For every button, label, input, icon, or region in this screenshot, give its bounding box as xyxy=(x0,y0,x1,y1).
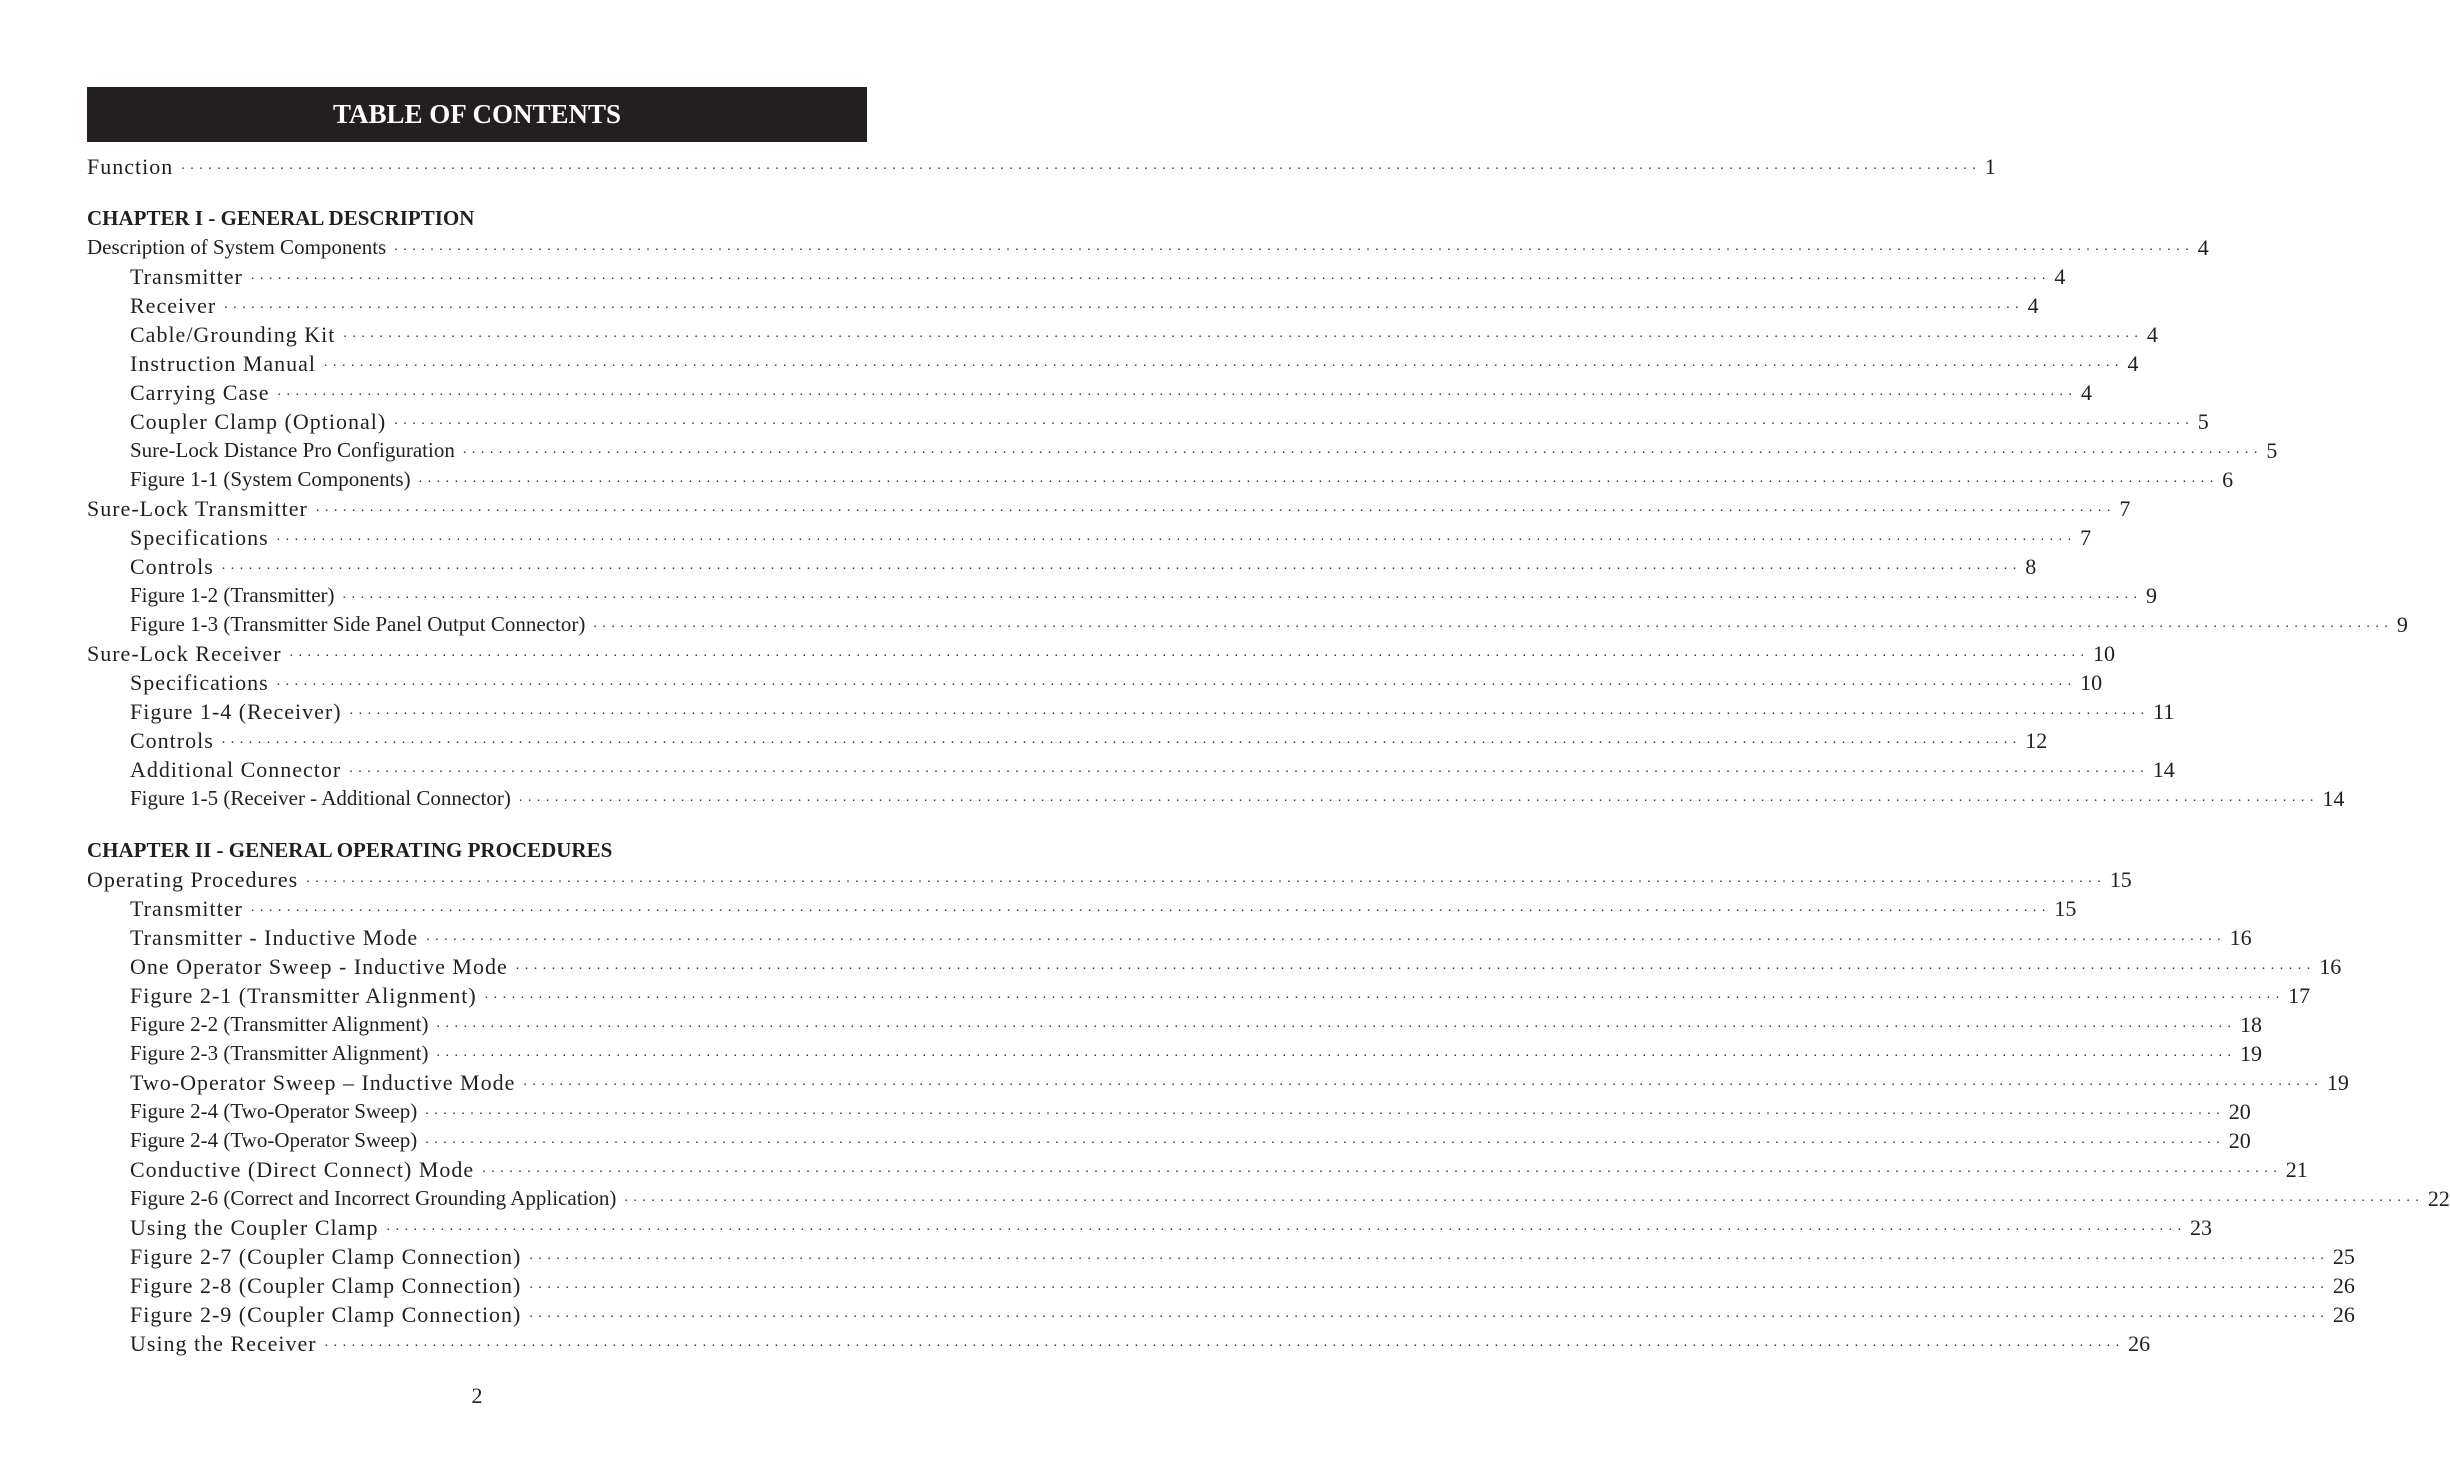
dot-leader: . . . . . . . . . . . . . . . . . . . . . . . . . . . . . . . . . . . . . . . . . . . . . . . . . . . . . . . . . . . . . . . . . . . . . . . . . . . . . . . . . . . . . . . . . . . . . . . . . . . . . . . . . . . . . . . . . . . . . . . . . . . . . . . . . . . . . . . . . . . . . . . . . . . . . . . . . . . . . . . . . . . . . . . . . . . . . . . . . . . . . . . . . . . . . . . . . . . . . . . . xyxy=(529,1306,2325,1321)
toc-entry[interactable] xyxy=(87,865,2132,894)
toc-entry[interactable] xyxy=(87,349,2139,378)
toc-entry-page: 15 xyxy=(2054,896,2077,921)
toc-entry[interactable] xyxy=(87,894,2077,923)
toc-entry-page: 9 xyxy=(2396,612,2408,637)
toc-entry-title: Additional Connector xyxy=(130,757,342,782)
toc-entry-page: 10 xyxy=(2080,670,2103,695)
toc-entry-title: Figure 1-2 (Transmitter) xyxy=(130,583,335,607)
toc-entry-page: 15 xyxy=(2109,867,2132,892)
toc-entry-page: 8 xyxy=(2025,554,2037,579)
toc-entry[interactable] xyxy=(87,1039,2262,1068)
toc-entry-page: 26 xyxy=(2332,1302,2355,1327)
toc-entry-page: 12 xyxy=(2025,728,2048,753)
dot-leader: . . . . . . . . . . . . . . . . . . . . . . . . . . . . . . . . . . . . . . . . . . . . . . . . . . . . . . . . . . . . . . . . . . . . . . . . . . . . . . . . . . . . . . . . . . . . . . . . . . . . . . . . . . . . . . . . . . . . . . . . . . . . . . . . . . . . . . . . . . . . . . . . . . . . . . . . . . . . . . . . . . . . . . . . . . . . . . . . . . . . . . . . . . . . . . . . . . . . . . . . xyxy=(324,1335,2121,1350)
dot-leader: . . . . . . . . . . . . . . . . . . . . . . . . . . . . . . . . . . . . . . . . . . . . . . . . . . . . . . . . . . . . . . . . . . . . . . . . . . . . . . . . . . . . . . . . . . . . . . . . . . . . . . . . . . . . . . . . . . . . . . . . . . . . . . . . . . . . . . . . . . . . . . . . . . . . . . . . . . . . . . . . . . . . . . . . . . . . . . . . . . . . . . . . . . . . . . . . . . . . . . . . xyxy=(276,529,2073,544)
toc-entry[interactable] xyxy=(87,552,2037,581)
toc-entry-page: 19 xyxy=(2239,1041,2262,1066)
toc-entry-page: 1 xyxy=(1984,154,1996,179)
toc-entry-title: One Operator Sweep - Inductive Mode xyxy=(130,954,508,979)
dot-leader: . . . . . . . . . . . . . . . . . . . . . . . . . . . . . . . . . . . . . . . . . . . . . . . . . . . . . . . . . . . . . . . . . . . . . . . . . . . . . . . . . . . . . . . . . . . . . . . . . . . . . . . . . . . . . . . . . . . . . . . . . . . . . . . . . . . . . . . . . . . . . . . . . . . . . . . . . . . . . . . . . . . . . . . . . . . . . . . . . . . . . . . . . . . . . . . . . . . . . . . . xyxy=(289,645,2086,660)
toc-entry-page: 4 xyxy=(2054,264,2066,289)
toc-entry-page: 5 xyxy=(2266,438,2278,463)
toc-entry[interactable] xyxy=(87,784,2345,813)
dot-leader: . . . . . . . . . . . . . . . . . . . . . . . . . . . . . . . . . . . . . . . . . . . . . . . . . . . . . . . . . . . . . . . . . . . . . . . . . . . . . . . . . . . . . . . . . . . . . . . . . . . . . . . . . . . . . . . . . . . . . . . . . . . . . . . . . . . . . . . . . . . . . . . . . . . . . . . . . . . . . . . . . . . . . . . . . . . . . . . . . . . . . . . . . . . . . . . . . . . . . . . . xyxy=(523,1074,2319,1089)
toc-entry-title: Specifications xyxy=(130,525,269,550)
toc-entry-page: 4 xyxy=(2197,235,2209,260)
toc-entry[interactable] xyxy=(87,1271,2355,1300)
toc-entry[interactable] xyxy=(87,581,2158,610)
toc-entry-page: 19 xyxy=(2326,1070,2349,1095)
toc-entry-title: Carrying Case xyxy=(130,380,270,405)
page-number: 2 xyxy=(471,1383,483,1408)
toc-entry-title: Instruction Manual xyxy=(130,351,317,376)
dot-leader: . . . . . . . . . . . . . . . . . . . . . . . . . . . . . . . . . . . . . . . . . . . . . . . . . . . . . . . . . . . . . . . . . . . . . . . . . . . . . . . . . . . . . . . . . . . . . . . . . . . . . . . . . . . . . . . . . . . . . . . . . . . . . . . . . . . . . . . . . . . . . . . . . . . . . . . . . . . . . . . . . . . . . . . . . . . . . . . . . . . . . . . . . . . . . . . . . . . . . . . . xyxy=(593,616,2389,631)
dot-leader: . . . . . . . . . . . . . . . . . . . . . . . . . . . . . . . . . . . . . . . . . . . . . . . . . . . . . . . . . . . . . . . . . . . . . . . . . . . . . . . . . . . . . . . . . . . . . . . . . . . . . . . . . . . . . . . . . . . . . . . . . . . . . . . . . . . . . . . . . . . . . . . . . . . . . . . . . . . . . . . . . . . . . . . . . . . . . . . . . . . . . . . . . . . . . . . . . . . . . . . . xyxy=(315,500,2112,515)
toc-entry[interactable] xyxy=(87,152,1996,181)
toc-entry-page: 7 xyxy=(2080,525,2092,550)
toc-entry-page: 18 xyxy=(2239,1012,2262,1037)
toc-entry-page: 25 xyxy=(2332,1244,2355,1269)
toc-entry[interactable] xyxy=(87,1010,2262,1039)
toc-entry[interactable] xyxy=(87,726,2048,755)
toc-entry[interactable] xyxy=(87,1184,2450,1213)
dot-leader: . . . . . . . . . . . . . . . . . . . . . . . . . . . . . . . . . . . . . . . . . . . . . . . . . . . . . . . . . . . . . . . . . . . . . . . . . . . . . . . . . . . . . . . . . . . . . . . . . . . . . . . . . . . . . . . . . . . . . . . . . . . . . . . . . . . . . . . . . . . . . . . . . . . . . . . . . . . . . . . . . . . . . . . . . . . . . . . . . . . . . . . . . . . . . . . . . . . . . . . . xyxy=(342,587,2139,602)
toc-entry-title: Function xyxy=(87,154,174,179)
dot-leader: . . . . . . . . . . . . . . . . . . . . . . . . . . . . . . . . . . . . . . . . . . . . . . . . . . . . . . . . . . . . . . . . . . . . . . . . . . . . . . . . . . . . . . . . . . . . . . . . . . . . . . . . . . . . . . . . . . . . . . . . . . . . . . . . . . . . . . . . . . . . . . . . . . . . . . . . . . . . . . . . . . . . . . . . . . . . . . . . . . . . . . . . . . . . . . . . . . . . . . . . xyxy=(425,1132,2221,1147)
toc-entry-page: 4 xyxy=(2146,322,2158,347)
dot-leader: . . . . . . . . . . . . . . . . . . . . . . . . . . . . . . . . . . . . . . . . . . . . . . . . . . . . . . . . . . . . . . . . . . . . . . . . . . . . . . . . . . . . . . . . . . . . . . . . . . . . . . . . . . . . . . . . . . . . . . . . . . . . . . . . . . . . . . . . . . . . . . . . . . . . . . . . . . . . . . . . . . . . . . . . . . . . . . . . . . . . . . . . . . . . . . . . . . . . . . . . xyxy=(529,1277,2325,1292)
toc-entry-title: Coupler Clamp (Optional) xyxy=(130,409,387,434)
toc-entry-title: Specifications xyxy=(130,670,269,695)
toc-entry-title: Figure 1-3 (Transmitter Side Panel Output Connector) xyxy=(130,612,586,636)
section-spacer xyxy=(87,813,867,836)
toc-entry-title: Sure-Lock Distance Pro Configuration xyxy=(130,438,455,462)
toc-entry-title: Transmitter xyxy=(130,896,243,921)
toc-entry-title: Cable/Grounding Kit xyxy=(130,322,336,347)
toc-entry-title: Figure 2-4 (Two-Operator Sweep) xyxy=(130,1099,418,1123)
dot-leader: . . . . . . . . . . . . . . . . . . . . . . . . . . . . . . . . . . . . . . . . . . . . . . . . . . . . . . . . . . . . . . . . . . . . . . . . . . . . . . . . . . . . . . . . . . . . . . . . . . . . . . . . . . . . . . . . . . . . . . . . . . . . . . . . . . . . . . . . . . . . . . . . . . . . . . . . . . . . . . . . . . . . . . . . . . . . . . . . . . . . . . . . . . . . . . . . . . . . . . . . xyxy=(425,1103,2221,1118)
toc-entry-title: Sure-Lock Transmitter xyxy=(87,496,308,521)
toc-entry-title: Figure 2-3 (Transmitter Alignment) xyxy=(130,1041,429,1065)
dot-leader: . . . . . . . . . . . . . . . . . . . . . . . . . . . . . . . . . . . . . . . . . . . . . . . . . . . . . . . . . . . . . . . . . . . . . . . . . . . . . . . . . . . . . . . . . . . . . . . . . . . . . . . . . . . . . . . . . . . . . . . . . . . . . . . . . . . . . . . . . . . . . . . . . . . . . . . . . . . . . . . . . . . . . . . . . . . . . . . . . . . . . . . . . . . . . . . . . . . . . . . . xyxy=(221,732,2018,747)
toc-entry-title: Using the Coupler Clamp xyxy=(130,1215,379,1240)
toc-entry-title: Figure 1-1 (System Components) xyxy=(130,467,411,491)
toc-entry-title: Figure 2-6 (Correct and Incorrect Grounding Application) xyxy=(130,1186,617,1210)
toc-list xyxy=(87,152,2450,1358)
dot-leader: . . . . . . . . . . . . . . . . . . . . . . . . . . . . . . . . . . . . . . . . . . . . . . . . . . . . . . . . . . . . . . . . . . . . . . . . . . . . . . . . . . . . . . . . . . . . . . . . . . . . . . . . . . . . . . . . . . . . . . . . . . . . . . . . . . . . . . . . . . . . . . . . . . . . . . . . . . . . . . . . . . . . . . . . . . . . . . . . . . . . . . . . . . . . . . . . . . . . . . . . xyxy=(349,761,2145,776)
toc-entry[interactable] xyxy=(87,1126,2251,1155)
toc-entry-page: 7 xyxy=(2119,496,2131,521)
toc-entry-title: Description of System Components xyxy=(87,235,387,259)
toc-entry[interactable] xyxy=(87,465,2234,494)
dot-leader: . . . . . . . . . . . . . . . . . . . . . . . . . . . . . . . . . . . . . . . . . . . . . . . . . . . . . . . . . . . . . . . . . . . . . . . . . . . . . . . . . . . . . . . . . . . . . . . . . . . . . . . . . . . . . . . . . . . . . . . . . . . . . . . . . . . . . . . . . . . . . . . . . . . . . . . . . . . . . . . . . . . . . . . . . . . . . . . . . . . . . . . . . . . . . . . . . . . . . . . . xyxy=(436,1016,2232,1031)
toc-entry-title: Figure 1-5 (Receiver - Additional Connector) xyxy=(130,786,511,810)
section-spacer xyxy=(87,181,867,204)
toc-entry-page: 5 xyxy=(2197,409,2209,434)
toc-entry-page: 16 xyxy=(2229,925,2252,950)
toc-entry-page: 21 xyxy=(2285,1157,2308,1182)
toc-entry[interactable] xyxy=(87,697,2175,726)
toc-entry-title: Conductive (Direct Connect) Mode xyxy=(130,1157,475,1182)
dot-leader: . . . . . . . . . . . . . . . . . . . . . . . . . . . . . . . . . . . . . . . . . . . . . . . . . . . . . . . . . . . . . . . . . . . . . . . . . . . . . . . . . . . . . . . . . . . . . . . . . . . . . . . . . . . . . . . . . . . . . . . . . . . . . . . . . . . . . . . . . . . . . . . . . . . . . . . . . . . . . . . . . . . . . . . . . . . . . . . . . . . . . . . . . . . . . . . . . . . . . . . . xyxy=(349,703,2146,718)
toc-entry[interactable] xyxy=(87,320,2158,349)
dot-leader: . . . . . . . . . . . . . . . . . . . . . . . . . . . . . . . . . . . . . . . . . . . . . . . . . . . . . . . . . . . . . . . . . . . . . . . . . . . . . . . . . . . . . . . . . . . . . . . . . . . . . . . . . . . . . . . . . . . . . . . . . . . . . . . . . . . . . . . . . . . . . . . . . . . . . . . . . . . . . . . . . . . . . . . . . . . . . . . . . . . . . . . . . . . . . . . . . . . . . . . . xyxy=(277,384,2073,399)
toc-entry[interactable] xyxy=(87,1300,2355,1329)
toc-entry[interactable] xyxy=(87,1329,2151,1358)
toc-entry-page: 20 xyxy=(2228,1099,2251,1124)
dot-leader: . . . . . . . . . . . . . . . . . . . . . . . . . . . . . . . . . . . . . . . . . . . . . . . . . . . . . . . . . . . . . . . . . . . . . . . . . . . . . . . . . . . . . . . . . . . . . . . . . . . . . . . . . . . . . . . . . . . . . . . . . . . . . . . . . . . . . . . . . . . . . . . . . . . . . . . . . . . . . . . . . . . . . . . . . . . . . . . . . . . . . . . . . . . . . . . . . . . . . . . . xyxy=(462,442,2259,457)
toc-entry-page: 4 xyxy=(2027,293,2039,318)
toc-entry-title: Transmitter xyxy=(130,264,243,289)
toc-entry-title: Figure 2-2 (Transmitter Alignment) xyxy=(130,1012,429,1036)
toc-entry-title: Figure 2-9 (Coupler Clamp Connection) xyxy=(130,1302,522,1327)
toc-entry-page: 6 xyxy=(2222,467,2234,492)
toc-entry-title: Figure 1-4 (Receiver) xyxy=(130,699,342,724)
toc-entry[interactable] xyxy=(87,523,2092,552)
toc-entry-page: 4 xyxy=(2127,351,2139,376)
toc-entry[interactable] xyxy=(87,952,2342,981)
toc-entry-page: 23 xyxy=(2189,1215,2212,1240)
dot-leader: . . . . . . . . . . . . . . . . . . . . . . . . . . . . . . . . . . . . . . . . . . . . . . . . . . . . . . . . . . . . . . . . . . . . . . . . . . . . . . . . . . . . . . . . . . . . . . . . . . . . . . . . . . . . . . . . . . . . . . . . . . . . . . . . . . . . . . . . . . . . . . . . . . . . . . . . . . . . . . . . . . . . . . . . . . . . . . . . . . . . . . . . . . . . . . . . . . . . . . . . xyxy=(482,1161,2278,1176)
toc-entry-title: Receiver xyxy=(130,293,217,318)
dot-leader: . . . . . . . . . . . . . . . . . . . . . . . . . . . . . . . . . . . . . . . . . . . . . . . . . . . . . . . . . . . . . . . . . . . . . . . . . . . . . . . . . . . . . . . . . . . . . . . . . . . . . . . . . . . . . . . . . . . . . . . . . . . . . . . . . . . . . . . . . . . . . . . . . . . . . . . . . . . . . . . . . . . . . . . . . . . . . . . . . . . . . . . . . . . . . . . . . . . . . . . . xyxy=(324,355,2120,370)
toc-entry[interactable] xyxy=(87,378,2092,407)
toc-entry[interactable] xyxy=(87,494,2131,523)
chapter-heading: CHAPTER I - GENERAL DESCRIPTION xyxy=(87,206,475,230)
toc-entry[interactable] xyxy=(87,610,2408,639)
toc-entry-page: 22 xyxy=(2427,1186,2450,1211)
toc-entry-title: Two-Operator Sweep – Inductive Mode xyxy=(130,1070,516,1095)
toc-entry-page: 9 xyxy=(2146,583,2158,608)
toc-entry-title: Controls xyxy=(130,554,214,579)
toc-entry-title: Sure-Lock Receiver xyxy=(87,641,282,666)
page-title: TABLE OF CONTENTS xyxy=(332,99,622,129)
toc-entry[interactable] xyxy=(87,262,2066,291)
dot-leader: . . . . . . . . . . . . . . . . . . . . . . . . . . . . . . . . . . . . . . . . . . . . . . . . . . . . . . . . . . . . . . . . . . . . . . . . . . . . . . . . . . . . . . . . . . . . . . . . . . . . . . . . . . . . . . . . . . . . . . . . . . . . . . . . . . . . . . . . . . . . . . . . . . . . . . . . . . . . . . . . . . . . . . . . . . . . . . . . . . . . . . . . . . . . . . . . . . . . . . . . xyxy=(343,326,2139,341)
toc-entry-title: Figure 2-7 (Coupler Clamp Connection) xyxy=(130,1244,522,1269)
toc-entry[interactable] xyxy=(87,1242,2355,1271)
toc-entry[interactable] xyxy=(87,923,2252,952)
toc-entry-title: Figure 2-8 (Coupler Clamp Connection) xyxy=(130,1273,522,1298)
toc-entry-title: Transmitter - Inductive Mode xyxy=(130,925,419,950)
dot-leader: . . . . . . . . . . . . . . . . . . . . . . . . . . . . . . . . . . . . . . . . . . . . . . . . . . . . . . . . . . . . . . . . . . . . . . . . . . . . . . . . . . . . . . . . . . . . . . . . . . . . . . . . . . . . . . . . . . . . . . . . . . . . . . . . . . . . . . . . . . . . . . . . . . . . . . . . . . . . . . . . . . . . . . . . . . . . . . . . . . . . . . . . . . . . . . . . . . . . . . . . xyxy=(181,158,1977,173)
dot-leader: . . . . . . . . . . . . . . . . . . . . . . . . . . . . . . . . . . . . . . . . . . . . . . . . . . . . . . . . . . . . . . . . . . . . . . . . . . . . . . . . . . . . . . . . . . . . . . . . . . . . . . . . . . . . . . . . . . . . . . . . . . . . . . . . . . . . . . . . . . . . . . . . . . . . . . . . . . . . . . . . . . . . . . . . . . . . . . . . . . . . . . . . . . . . . . . . . . . . . . . . xyxy=(529,1248,2325,1263)
toc-entry[interactable] xyxy=(87,291,2039,320)
toc-entry[interactable] xyxy=(87,1068,2349,1097)
toc-entry[interactable] xyxy=(87,233,2209,262)
dot-leader: . . . . . . . . . . . . . . . . . . . . . . . . . . . . . . . . . . . . . . . . . . . . . . . . . . . . . . . . . . . . . . . . . . . . . . . . . . . . . . . . . . . . . . . . . . . . . . . . . . . . . . . . . . . . . . . . . . . . . . . . . . . . . . . . . . . . . . . . . . . . . . . . . . . . . . . . . . . . . . . . . . . . . . . . . . . . . . . . . . . . . . . . . . . . . . . . . . . . . . . . xyxy=(394,413,2190,428)
toc-entry-page: 14 xyxy=(2152,757,2175,782)
toc-entry-title: Figure 2-1 (Transmitter Alignment) xyxy=(130,983,477,1008)
toc-title-banner xyxy=(87,87,867,142)
dot-leader: . . . . . . . . . . . . . . . . . . . . . . . . . . . . . . . . . . . . . . . . . . . . . . . . . . . . . . . . . . . . . . . . . . . . . . . . . . . . . . . . . . . . . . . . . . . . . . . . . . . . . . . . . . . . . . . . . . . . . . . . . . . . . . . . . . . . . . . . . . . . . . . . . . . . . . . . . . . . . . . . . . . . . . . . . . . . . . . . . . . . . . . . . . . . . . . . . . . . . . . . xyxy=(436,1045,2232,1060)
dot-leader: . . . . . . . . . . . . . . . . . . . . . . . . . . . . . . . . . . . . . . . . . . . . . . . . . . . . . . . . . . . . . . . . . . . . . . . . . . . . . . . . . . . . . . . . . . . . . . . . . . . . . . . . . . . . . . . . . . . . . . . . . . . . . . . . . . . . . . . . . . . . . . . . . . . . . . . . . . . . . . . . . . . . . . . . . . . . . . . . . . . . . . . . . . . . . . . . . . . . . . . . xyxy=(250,268,2047,283)
toc-entry[interactable] xyxy=(87,668,2103,697)
toc-entry-page: 17 xyxy=(2288,983,2311,1008)
dot-leader: . . . . . . . . . . . . . . . . . . . . . . . . . . . . . . . . . . . . . . . . . . . . . . . . . . . . . . . . . . . . . . . . . . . . . . . . . . . . . . . . . . . . . . . . . . . . . . . . . . . . . . . . . . . . . . . . . . . . . . . . . . . . . . . . . . . . . . . . . . . . . . . . . . . . . . . . . . . . . . . . . . . . . . . . . . . . . . . . . . . . . . . . . . . . . . . . . . . . . . . . xyxy=(276,674,2073,689)
dot-leader: . . . . . . . . . . . . . . . . . . . . . . . . . . . . . . . . . . . . . . . . . . . . . . . . . . . . . . . . . . . . . . . . . . . . . . . . . . . . . . . . . . . . . . . . . . . . . . . . . . . . . . . . . . . . . . . . . . . . . . . . . . . . . . . . . . . . . . . . . . . . . . . . . . . . . . . . . . . . . . . . . . . . . . . . . . . . . . . . . . . . . . . . . . . . . . . . . . . . . . . . xyxy=(394,239,2190,254)
dot-leader: . . . . . . . . . . . . . . . . . . . . . . . . . . . . . . . . . . . . . . . . . . . . . . . . . . . . . . . . . . . . . . . . . . . . . . . . . . . . . . . . . . . . . . . . . . . . . . . . . . . . . . . . . . . . . . . . . . . . . . . . . . . . . . . . . . . . . . . . . . . . . . . . . . . . . . . . . . . . . . . . . . . . . . . . . . . . . . . . . . . . . . . . . . . . . . . . . . . . . . . . xyxy=(518,790,2315,805)
dot-leader: . . . . . . . . . . . . . . . . . . . . . . . . . . . . . . . . . . . . . . . . . . . . . . . . . . . . . . . . . . . . . . . . . . . . . . . . . . . . . . . . . . . . . . . . . . . . . . . . . . . . . . . . . . . . . . . . . . . . . . . . . . . . . . . . . . . . . . . . . . . . . . . . . . . . . . . . . . . . . . . . . . . . . . . . . . . . . . . . . . . . . . . . . . . . . . . . . . . . . . . . xyxy=(484,987,2281,1002)
toc-entry-page: 14 xyxy=(2322,786,2345,811)
toc-entry[interactable] xyxy=(87,981,2311,1010)
dot-leader: . . . . . . . . . . . . . . . . . . . . . . . . . . . . . . . . . . . . . . . . . . . . . . . . . . . . . . . . . . . . . . . . . . . . . . . . . . . . . . . . . . . . . . . . . . . . . . . . . . . . . . . . . . . . . . . . . . . . . . . . . . . . . . . . . . . . . . . . . . . . . . . . . . . . . . . . . . . . . . . . . . . . . . . . . . . . . . . . . . . . . . . . . . . . . . . . . . . . . . . . xyxy=(426,929,2222,944)
toc-entry-title: Operating Procedures xyxy=(87,867,299,892)
toc-entry-page: 16 xyxy=(2319,954,2342,979)
dot-leader: . . . . . . . . . . . . . . . . . . . . . . . . . . . . . . . . . . . . . . . . . . . . . . . . . . . . . . . . . . . . . . . . . . . . . . . . . . . . . . . . . . . . . . . . . . . . . . . . . . . . . . . . . . . . . . . . . . . . . . . . . . . . . . . . . . . . . . . . . . . . . . . . . . . . . . . . . . . . . . . . . . . . . . . . . . . . . . . . . . . . . . . . . . . . . . . . . . . . . . . . xyxy=(221,558,2018,573)
toc-entry[interactable] xyxy=(87,755,2175,784)
dot-leader: . . . . . . . . . . . . . . . . . . . . . . . . . . . . . . . . . . . . . . . . . . . . . . . . . . . . . . . . . . . . . . . . . . . . . . . . . . . . . . . . . . . . . . . . . . . . . . . . . . . . . . . . . . . . . . . . . . . . . . . . . . . . . . . . . . . . . . . . . . . . . . . . . . . . . . . . . . . . . . . . . . . . . . . . . . . . . . . . . . . . . . . . . . . . . . . . . . . . . . . . xyxy=(386,1219,2182,1234)
dot-leader: . . . . . . . . . . . . . . . . . . . . . . . . . . . . . . . . . . . . . . . . . . . . . . . . . . . . . . . . . . . . . . . . . . . . . . . . . . . . . . . . . . . . . . . . . . . . . . . . . . . . . . . . . . . . . . . . . . . . . . . . . . . . . . . . . . . . . . . . . . . . . . . . . . . . . . . . . . . . . . . . . . . . . . . . . . . . . . . . . . . . . . . . . . . . . . . . . . . . . . . . xyxy=(624,1190,2420,1205)
toc-entry-page: 10 xyxy=(2093,641,2116,666)
toc-entry[interactable] xyxy=(87,1155,2308,1184)
toc-entry-page: 26 xyxy=(2332,1273,2355,1298)
toc-entry-title: Figure 2-4 (Two-Operator Sweep) xyxy=(130,1128,418,1152)
toc-entry-title: Using the Receiver xyxy=(130,1331,317,1356)
dot-leader: . . . . . . . . . . . . . . . . . . . . . . . . . . . . . . . . . . . . . . . . . . . . . . . . . . . . . . . . . . . . . . . . . . . . . . . . . . . . . . . . . . . . . . . . . . . . . . . . . . . . . . . . . . . . . . . . . . . . . . . . . . . . . . . . . . . . . . . . . . . . . . . . . . . . . . . . . . . . . . . . . . . . . . . . . . . . . . . . . . . . . . . . . . . . . . . . . . . . . . . . xyxy=(224,297,2020,312)
dot-leader: . . . . . . . . . . . . . . . . . . . . . . . . . . . . . . . . . . . . . . . . . . . . . . . . . . . . . . . . . . . . . . . . . . . . . . . . . . . . . . . . . . . . . . . . . . . . . . . . . . . . . . . . . . . . . . . . . . . . . . . . . . . . . . . . . . . . . . . . . . . . . . . . . . . . . . . . . . . . . . . . . . . . . . . . . . . . . . . . . . . . . . . . . . . . . . . . . . . . . . . . xyxy=(250,900,2047,915)
toc-entry-page: 11 xyxy=(2153,699,2175,724)
toc-entry-page: 26 xyxy=(2128,1331,2151,1356)
toc-entry[interactable] xyxy=(87,436,2278,465)
toc-entry[interactable] xyxy=(87,407,2209,436)
dot-leader: . . . . . . . . . . . . . . . . . . . . . . . . . . . . . . . . . . . . . . . . . . . . . . . . . . . . . . . . . . . . . . . . . . . . . . . . . . . . . . . . . . . . . . . . . . . . . . . . . . . . . . . . . . . . . . . . . . . . . . . . . . . . . . . . . . . . . . . . . . . . . . . . . . . . . . . . . . . . . . . . . . . . . . . . . . . . . . . . . . . . . . . . . . . . . . . . . . . . . . . . xyxy=(515,958,2312,973)
toc-entry[interactable] xyxy=(87,1213,2212,1242)
toc-entry[interactable] xyxy=(87,639,2116,668)
dot-leader: . . . . . . . . . . . . . . . . . . . . . . . . . . . . . . . . . . . . . . . . . . . . . . . . . . . . . . . . . . . . . . . . . . . . . . . . . . . . . . . . . . . . . . . . . . . . . . . . . . . . . . . . . . . . . . . . . . . . . . . . . . . . . . . . . . . . . . . . . . . . . . . . . . . . . . . . . . . . . . . . . . . . . . . . . . . . . . . . . . . . . . . . . . . . . . . . . . . . . . . . xyxy=(306,871,2102,886)
toc-entry-page: 20 xyxy=(2228,1128,2251,1153)
toc-entry[interactable] xyxy=(87,1097,2251,1126)
chapter-heading: CHAPTER II - GENERAL OPERATING PROCEDURES xyxy=(87,838,613,862)
toc-entry-title: Controls xyxy=(130,728,214,753)
dot-leader: . . . . . . . . . . . . . . . . . . . . . . . . . . . . . . . . . . . . . . . . . . . . . . . . . . . . . . . . . . . . . . . . . . . . . . . . . . . . . . . . . . . . . . . . . . . . . . . . . . . . . . . . . . . . . . . . . . . . . . . . . . . . . . . . . . . . . . . . . . . . . . . . . . . . . . . . . . . . . . . . . . . . . . . . . . . . . . . . . . . . . . . . . . . . . . . . . . . . . . . . xyxy=(418,471,2215,486)
toc-entry-page: 4 xyxy=(2080,380,2092,405)
